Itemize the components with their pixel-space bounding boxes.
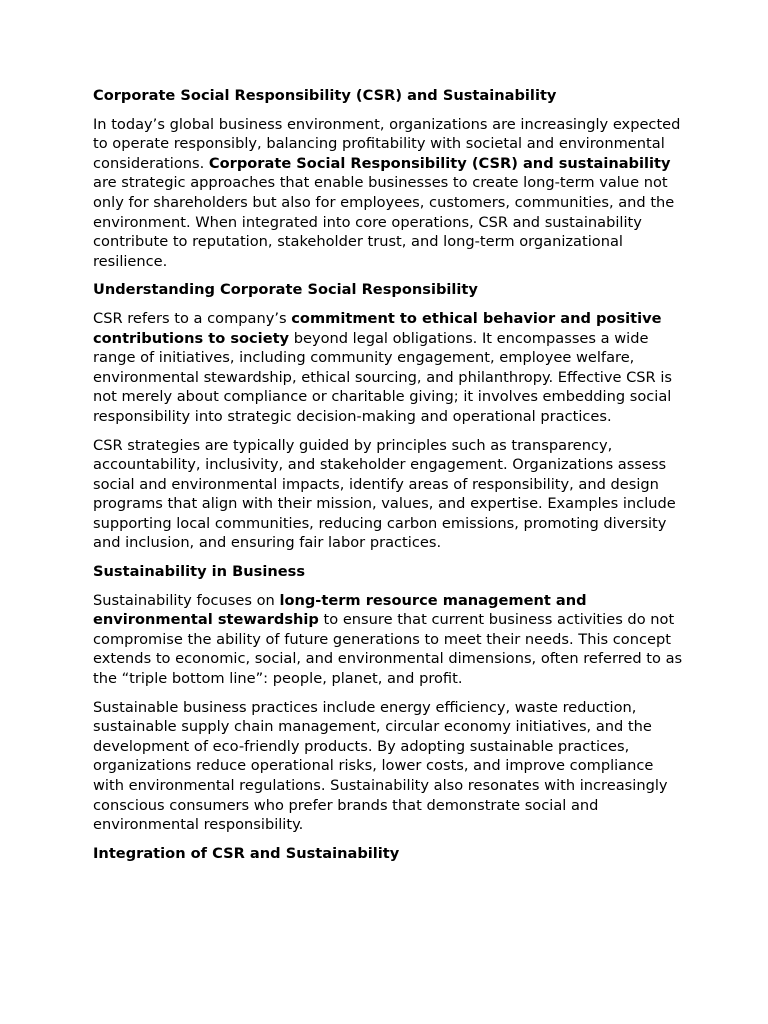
sust-p1-bold-1: long-term resource management and environmental stewardship xyxy=(93,591,587,629)
intro-bold-1: Corporate Social Responsibility (CSR) and sustainability xyxy=(208,154,671,172)
section-heading-sustainability: Sustainability in Business xyxy=(93,563,306,581)
intro-text-1: In today’s global business environment, organizations are increasingly expected to operate responsibly, balancing profitability with societal and environmental considerations. xyxy=(93,115,681,172)
intro-text-2: are strategic approaches that enable businesses to create long-term value not only for shareholders but also for employees, customers, communities, and the environment. When integrated into core operations, CSR and sustainability contribute to reputation, stakeholder trust, and long-term organizational resilience. xyxy=(93,174,675,270)
sust-p1-text-1: Sustainability focuses on xyxy=(93,591,280,609)
csr-paragraph-2: CSR strategies are typically guided by principles such as transparency, accountability, inclusivity, and stakeholder engagement. Organizations assess social and environmental impacts, identify areas of responsibility, and design programs that align with their mission, values, and expertise. Examples include supporting local communities, reducing carbon emissions, promoting diversity and inclusion, and ensuring fair labor practices. xyxy=(93,436,676,552)
csr-p1-text-2: beyond legal obligations. It encompasses a wide range of initiatives, including community engagement, employee welfare, environmental stewardship, ethical sourcing, and philanthropy. Effective CSR is not merely about compliance or charitable giving; it involves embedding social responsibility into strategic decision-making and operational practices. xyxy=(93,329,672,425)
sust-p1-text-2: to ensure that current business activities do not compromise the ability of future generations to meet their needs. This concept extends to economic, social, and environmental dimensions, often referred to as the “triple bottom line”: people, planet, and profit. xyxy=(93,611,683,688)
csr-p1-bold-1: commitment to ethical behavior and positive contributions to society xyxy=(93,309,662,347)
section-heading-integration: Integration of CSR and Sustainability xyxy=(93,844,400,862)
csr-paragraph-1 xyxy=(93,309,683,427)
intro-paragraph xyxy=(93,115,683,272)
sustainability-paragraph-1 xyxy=(93,591,683,689)
document-page xyxy=(93,86,683,872)
document-title: Corporate Social Responsibility (CSR) and Sustainability xyxy=(93,87,557,104)
csr-p1-text-1: CSR refers to a company’s xyxy=(93,309,292,327)
section-heading-csr: Understanding Corporate Social Responsibility xyxy=(93,281,478,299)
sustainability-paragraph-2: Sustainable business practices include energy efficiency, waste reduction, sustainable supply chain management, circular economy initiatives, and the development of eco-friendly products. By adopting sustainable practices, organizations reduce operational risks, lower costs, and improve compliance with environmental regulations. Sustainability also resonates with increasingly conscious consumers who prefer brands that demonstrate social and environmental responsibility. xyxy=(93,698,668,834)
